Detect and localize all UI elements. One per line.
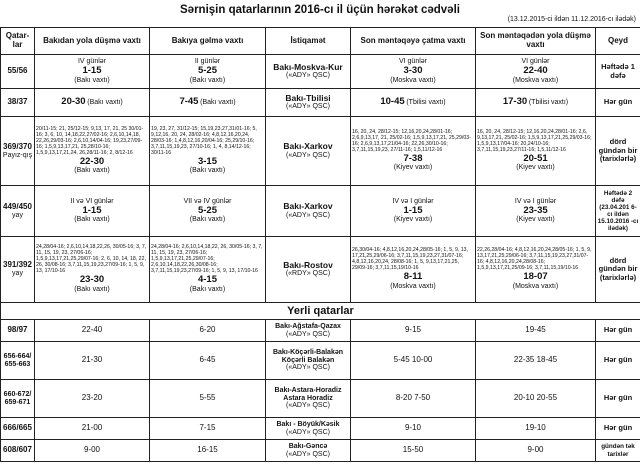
depart-final-cell: 22,26,28/04-16; 4,8,12,16,20,24,28/05-16; 1, 5, 9, 13,17,21,25,29/06-16; 3,7,11,15,19,23,27,31/07-16; 4,8,12,16,20,24,28/08-16; 1,5,9,13,17,21,25/09-16; 3,7,11,15,19/10-16 18-07 (Moskva vaxtı) <box>476 237 596 303</box>
arrive-final-cell: 8-20 7-50 <box>351 380 476 418</box>
note-cell: Həftədə 2 dəfə (23.04.201 6-cı ildən 15.10.2016 -cı ilədək) <box>596 186 640 237</box>
arrive-baku-cell: 6-45 <box>150 342 266 380</box>
arrive-final-cell: 16, 20, 24, 28/12-15; 12,16,20,24,28/01-16; 2,6,9,13,17, 21, 25/02-16; 1,5,9,13,17,21, 25,29/03-16; 2,6,9,13,17,21/04-16; 22,26,30/10-16; 3,7,11,15,19,23, 27/11-16; 1,5,11/12-16 7-38 (Kiyev vaxtı) <box>351 117 476 186</box>
arrive-baku-cell: 24,28/04-16; 2,6,10,14,18,22, 26, 30/05-16; 3, 7, 11, 15, 19, 23, 27/06-16; 1,5,9,13,17,21,25,29/07-16; 2,6,10,14,18,22,26,30/08-16; 3,7,11,15,19,23,27/09-16; 1, 5, 9, 13, 17/10-16 4-15 (Bakı vaxtı) <box>150 237 266 303</box>
arrive-baku-cell: 16-15 <box>150 440 266 462</box>
depart-baku-cell: 9-00 <box>35 440 150 462</box>
arrive-baku-cell: 19, 23, 27, 31/12-15; 15,19,23,27,31/01-16; 5, 9,12,16, 20, 24, 28/02-16; 4,8,12,16,20,24, 28/03-16; 1,4,8,12,16,20/04-16; 25,29/10-16; 3,7,11,15,19,23, 27/10-16; 1, 4, 8,14/12-16; 30/11-16 3-15 (Bakı vaxtı) <box>150 117 266 186</box>
header-depart-baku: Bakıdan yola düşmə vaxtı <box>35 28 150 55</box>
local-section-header <box>1 303 640 320</box>
note-cell: Hər gün <box>596 380 640 418</box>
depart-baku-cell: 20-30 (Bakı vaxtı) <box>35 89 150 117</box>
header-row <box>1 28 640 55</box>
arrive-final-cell: IV və I günlər 1-15 (Kiyev vaxtı) <box>351 186 476 237</box>
depart-final-cell: 20-10 20-55 <box>476 380 596 418</box>
note-cell: Hər gün <box>596 320 640 342</box>
depart-final-cell: IV və I günlər 23-35 (Kiyev vaxtı) <box>476 186 596 237</box>
train-number: 608/607 <box>1 440 35 462</box>
train-number: 656-664/ 655-663 <box>1 342 35 380</box>
arrive-final-cell: 10-45 (Tbilisi vaxtı) <box>351 89 476 117</box>
depart-baku-cell: 22-40 <box>35 320 150 342</box>
depart-final-cell: VI günlər 22-40 (Moskva vaxtı) <box>476 55 596 89</box>
header-arrive-final: Son məntəqəyə çatma vaxtı <box>351 28 476 55</box>
direction-cell: Bakı-Xarkov («ADY» QSC) <box>266 117 351 186</box>
depart-final-cell: 22-35 18-45 <box>476 342 596 380</box>
arrive-baku-cell: VII və IV günlər 5-25 (Bakı vaxtı) <box>150 186 266 237</box>
note-cell: dörd gündən bir (tarixlərlə) <box>596 117 640 186</box>
note-cell: Hər gün <box>596 418 640 440</box>
train-number: 660-672/ 659-671 <box>1 380 35 418</box>
arrive-baku-cell: 6-20 <box>150 320 266 342</box>
direction-cell: Bakı-Ağstafa-Qazax («ADY» QSC) <box>266 320 351 342</box>
note-cell: Hər gün <box>596 89 640 117</box>
table-row <box>1 342 640 380</box>
arrive-baku-cell: 7-45 (Bakı vaxtı) <box>150 89 266 117</box>
arrive-final-cell: 9-15 <box>351 320 476 342</box>
header-note: Qeyd <box>596 28 640 55</box>
arrive-final-cell: 9-10 <box>351 418 476 440</box>
direction-cell: Bakı-Köçərli-Balakən Köçərli Balakən («ADY» QSC) <box>266 342 351 380</box>
arrive-baku-cell: 7-15 <box>150 418 266 440</box>
table-row <box>1 418 640 440</box>
arrive-final-cell: 5-45 10-00 <box>351 342 476 380</box>
depart-final-cell: 9-00 <box>476 440 596 462</box>
depart-baku-cell: 24,28/04-16; 2,6,10,14,18,22,26, 30/05-16; 3, 7, 11, 15, 19, 23, 27/06-16; 1,5,9,13,17,21,25,29/07-16; 2, 6, 10, 14, 18, 22, 26, 30/08-16; 3,7,11,15,19,23,27/09-16; 1, 5, 9, 13, 17/10-16 23-30 (Bakı vaxtı) <box>35 237 150 303</box>
table-row <box>1 380 640 418</box>
train-number: 666/665 <box>1 418 35 440</box>
depart-final-cell: 19-45 <box>476 320 596 342</box>
depart-baku-cell: 23-20 <box>35 380 150 418</box>
depart-baku-cell: 20/11-15; 21, 25/12-15; 9,13, 17, 21, 25 30/01-16; 3, 6, 10, 14,18,22,27/02-16; 2,6,10,14,18, 22,26,29/03-16; 2,6,10,14/04-16; 19,23,27/09-16; 1,5,9,13,17,21, 25,28/10-16; 1,5,9,13,17,21,24, 26,28/11-16; 2, 8/12-16 22-30 (Bakı vaxtı) <box>35 117 150 186</box>
page-title: Sərnişin qatarlarının 2016-cı il üçün hərəkət cədvəli <box>180 4 460 16</box>
header-arrive-baku: Bakıya gəlmə vaxtı <box>150 28 266 55</box>
header-direction: İstiqamət <box>266 28 351 55</box>
depart-final-cell: 17-30 (Tbilisi vaxtı) <box>476 89 596 117</box>
note-cell: dörd gündən bir (tarixlərlə) <box>596 237 640 303</box>
arrive-baku-cell: 5-55 <box>150 380 266 418</box>
note-cell: Həftədə 1 dəfə <box>596 55 640 89</box>
schedule-table <box>0 27 640 462</box>
depart-final-cell: 16, 20, 24, 28/12-15; 12,16,20,24,28/01-16; 2,6, 9,13,17,21, 25/02-16; 1,5,9,13,17,21,25,29/03-16; 1,5,9,13,17/04-16; 20,24/10-16; 3,7,11,15,19,23,27/11-16; 1,5,11/12-16 20-51 (Kiyev vaxtı) <box>476 117 596 186</box>
direction-cell: Bakı - Böyük/Kəsik («ADY» QSC) <box>266 418 351 440</box>
local-section-title: Yerli qatarlar <box>1 303 640 320</box>
note-cell: gündən tək tarixlər <box>596 440 640 462</box>
direction-cell: Bakı-Moskva-Kur («ADY» QSC) <box>266 55 351 89</box>
direction-cell: Bakı-Tbilisi («ADY» QSC) <box>266 89 351 117</box>
depart-final-cell: 19-10 <box>476 418 596 440</box>
direction-cell: Bakı-Gəncə («ADY» QSC) <box>266 440 351 462</box>
train-number: 369/370 Payız-qış <box>1 117 35 186</box>
train-number: 55/56 <box>1 55 35 89</box>
arrive-final-cell: 15-50 <box>351 440 476 462</box>
arrive-final-cell: VI günlər 3-30 (Moskva vaxtı) <box>351 55 476 89</box>
direction-cell: Bakı-Xarkov («ADY» QSC) <box>266 186 351 237</box>
validity-period: (13.12.2015-ci ildən 11.12.2016-cı ilədək) <box>507 16 636 23</box>
depart-baku-cell: 21-30 <box>35 342 150 380</box>
train-number: 449/450 yay <box>1 186 35 237</box>
table-row <box>1 440 640 462</box>
arrive-baku-cell: II günlər 5-25 (Bakı vaxtı) <box>150 55 266 89</box>
direction-cell: Bakı-Rostov («RDY» QSC) <box>266 237 351 303</box>
table-row <box>1 186 640 237</box>
depart-baku-cell: II və VI günlər 1-15 (Bakı vaxtı) <box>35 186 150 237</box>
train-number: 98/97 <box>1 320 35 342</box>
header-depart-final: Son məntəqədən yola düşmə vaxtı <box>476 28 596 55</box>
train-number: 38/37 <box>1 89 35 117</box>
table-row <box>1 237 640 303</box>
table-row <box>1 117 640 186</box>
table-row <box>1 320 640 342</box>
note-cell: Hər gün <box>596 342 640 380</box>
arrive-final-cell: 26,30/04-16; 4,8,12,16,20,24,28/05-16; 1, 5, 9, 13, 17,21,25,29/06-16; 3,7,11,15,19,23,27,31/07-16; 4,8,12,16,20,24, 28/08-16; 1, 5, 9,13,17,21,25, 29/09-16; 3,7,11,15,19/10-16 8-11 (Moskva vaxtı) <box>351 237 476 303</box>
depart-baku-cell: 21-00 <box>35 418 150 440</box>
train-number: 391/392 yay <box>1 237 35 303</box>
depart-baku-cell: IV günlər 1-15 (Bakı vaxtı) <box>35 55 150 89</box>
direction-cell: Bakı-Astara-Horadiz Astara Horadiz («ADY» QSC) <box>266 380 351 418</box>
table-row <box>1 55 640 89</box>
header-train: Qatar-lar <box>1 28 35 55</box>
table-row <box>1 89 640 117</box>
